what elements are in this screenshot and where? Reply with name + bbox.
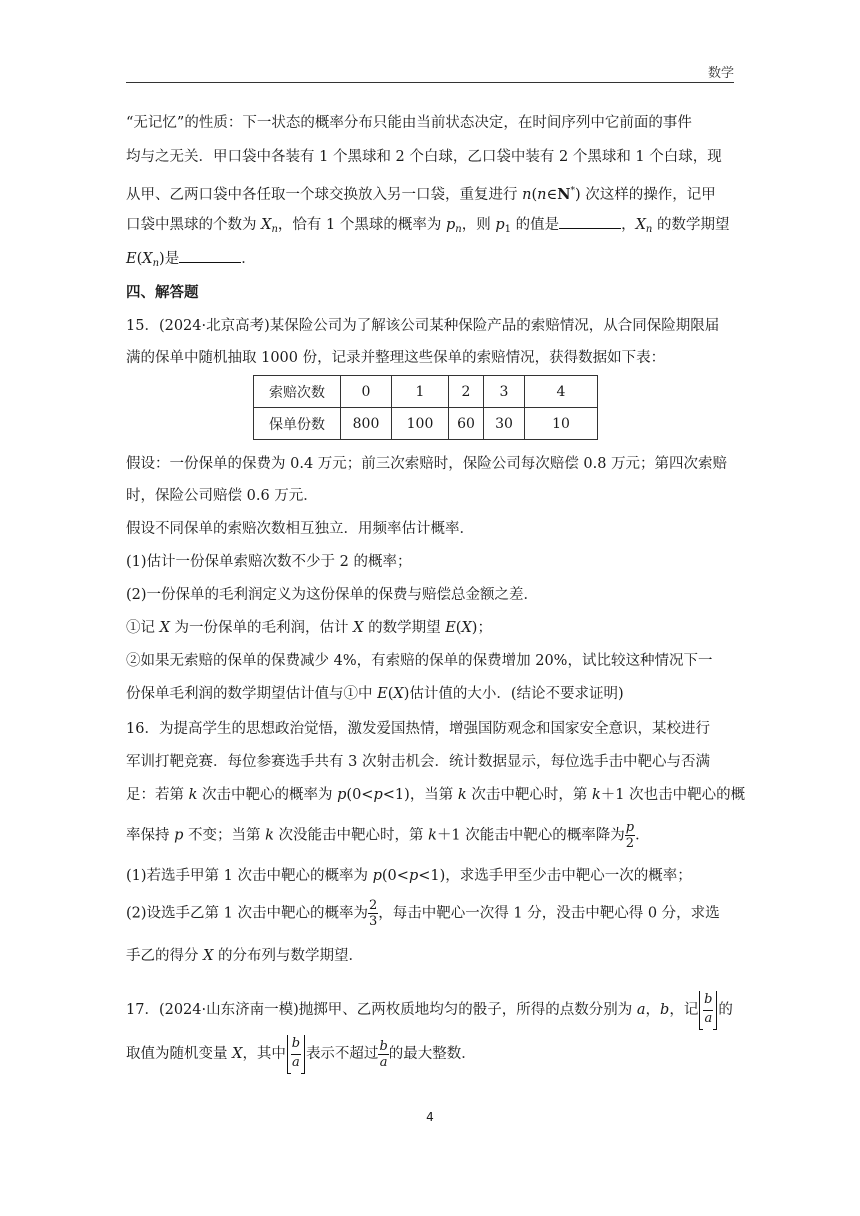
table-cell: 2 (449, 376, 484, 408)
fraction-b-over-a: $\frac{b}{a}$ (379, 1038, 388, 1070)
q15-line-3: 假设：一份保单的保费为 0.4 万元；前三次索赔时，保险公司每次赔偿 0.8 万元；第四次索赔 (126, 456, 728, 472)
table-cell: 30 (484, 408, 525, 440)
q17-line-2: 取值为随机变量 X，其中 $\frac{b}{a}$ 表示不超过 $\frac{b}{a}$的最大整数． (126, 1034, 734, 1074)
table-cell: 索赔次数 (254, 376, 341, 408)
q16-line-4: 率保持 p 不变；当第 k 次没能击中靶心时，第 k＋1 次能击中靶心的概率降为 $\frac{p}{2}$ ． (126, 820, 650, 851)
answer-blank-1 (559, 216, 621, 229)
q15-line-7: (2)一份保单的毛利润定义为这份保单的保费与赔偿总金额之差． (126, 587, 539, 603)
table-cell: 60 (449, 408, 484, 440)
claims-table (253, 375, 598, 440)
q16-line-7: 手乙的得分 X 的分布列与数学期望． (126, 948, 364, 964)
table-cell: 1 (392, 376, 449, 408)
q16-line-3: 足：若第 k 次击中靶心的概率为 p(0<p<1)，当第 k 次击中靶心时，第 k＋1 次也击中靶心的概 (126, 787, 746, 803)
header-rule (126, 82, 734, 83)
q14-line-3: 从甲、乙两口袋中各任取一个球交换放入另一口袋，重复进行 n(n∈N*) 次这样的操作，记甲 (126, 186, 716, 203)
q14-line-1: “无记忆”的性质：下一状态的概率分布只能由当前状态决定，在时间序列中它前面的事件 (126, 115, 692, 131)
table-cell: 10 (525, 408, 598, 440)
q14-line-2: 均与之无关．甲口袋中各装有 1 个黑球和 2 个白球，乙口袋中装有 2 个黑球和 1 个白球，现 (126, 149, 722, 165)
answer-blank-2 (179, 250, 241, 263)
q15-line-10: 份保单毛利润的数学期望估计值与①中 E(X)估计值的大小．(结论不要求证明) (126, 686, 624, 702)
q14-line-5: $E(X_n)$是 ． (126, 251, 256, 269)
q15-line-9: ②如果无索赔的保单的保费减少 4%，有索赔的保单的保费增加 20%，试比较这种情况下一 (126, 653, 713, 669)
section-heading: 四、解答题 (126, 285, 199, 301)
floor-fraction-b-over-a: $\frac{b}{a}$ (699, 991, 717, 1029)
q15-line-8: ①记 X 为一份保单的毛利润，估计 X 的数学期望 E(X)； (126, 620, 492, 636)
q16-line-1: 16．为提高学生的思想政治觉悟，激发爱国热情，增强国防观念和国家安全意识，某校进行 (126, 721, 710, 737)
floor-fraction-b-over-a: $\frac{b}{a}$ (287, 1035, 305, 1073)
q15-line-1: 15．(2024·北京高考)某保险公司为了解该公司某种保险产品的索赔情况，从合同保险期限届 (126, 318, 720, 334)
q17-line-1: 17．(2024·山东济南一模)抛掷甲、乙两枚质地均匀的骰子，所得的点数分别为 a，b，记 $\frac{b}{a}$ 的 (126, 990, 734, 1030)
table-cell: 800 (341, 408, 392, 440)
q15-line-6: (1)估计一份保单索赔次数不少于 2 的概率； (126, 554, 412, 570)
q16-line-5: (1)若选手甲第 1 次击中靶心的概率为 p(0<p<1)，求选手甲至少击中靶心一次的概率； (126, 868, 692, 884)
table-cell: 保单份数 (254, 408, 341, 440)
q14-line-4: 口袋中黑球的个数为 $X_n$，恰有 1 个黑球的概率为 $p_n$，则 $p_1$ 的值是 ，$X_n$ 的数学期望 (126, 217, 730, 235)
q15-line-2: 满的保单中随机抽取 1000 份，记录并整理这些保单的索赔情况，获得数据如下表： (126, 350, 666, 366)
table-row (254, 376, 598, 408)
fraction-p-over-2: $\frac{p}{2}$ (625, 820, 635, 851)
page-number: 4 (426, 1110, 434, 1124)
table-cell: 0 (341, 376, 392, 408)
subject-label: 数学 (707, 66, 734, 81)
table-cell: 3 (484, 376, 525, 408)
fraction-2-over-3: $\frac{2}{3}$ (368, 898, 378, 929)
q16-line-6: (2)设选手乙第 1 次击中靶心的概率为 $\frac{2}{3}$ ，每击中靶心一次得 1 分，没击中靶心得 0 分，求选 (126, 898, 720, 929)
q16-line-2: 军训打靶竞赛．每位参赛选手共有 3 次射击机会．统计数据显示，每位选手击中靶心与否满 (126, 754, 710, 770)
q15-line-4: 时，保险公司赔偿 0.6 万元． (126, 488, 318, 504)
table-cell: 4 (525, 376, 598, 408)
page-header (0, 0, 860, 90)
table-row (254, 408, 598, 440)
table-cell: 100 (392, 408, 449, 440)
q15-line-5: 假设不同保单的索赔次数相互独立．用频率估计概率． (126, 521, 474, 537)
